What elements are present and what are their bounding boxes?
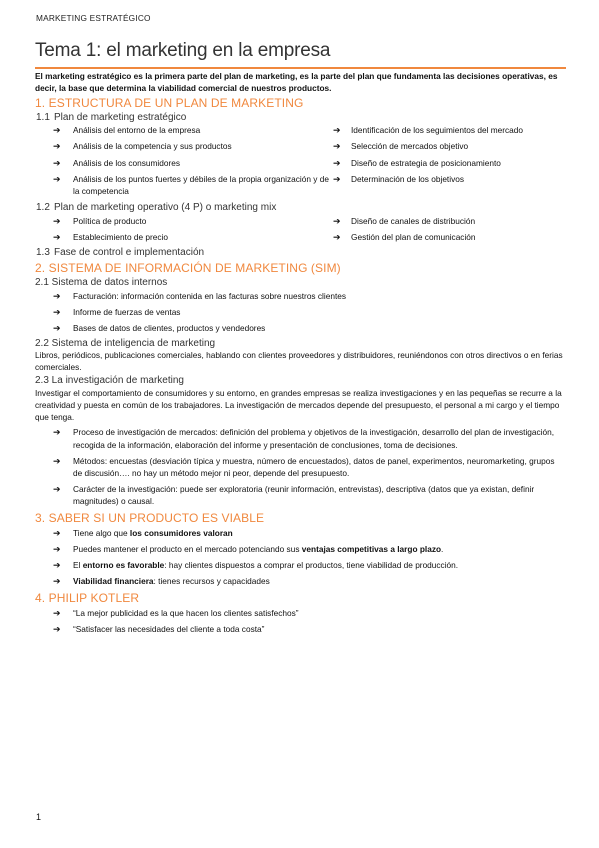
arrow-right-icon: ➔ [53,427,61,438]
arrow-right-icon: ➔ [333,232,341,243]
strategic-plan-right-list [333,124,566,184]
section-heading-viability: 3. SABER SI UN PRODUCTO ES VIABLE [35,511,265,526]
arrow-right-icon: ➔ [53,484,61,495]
viability-list [35,526,566,590]
running-header: MARKETING ESTRATÉGICO [36,13,151,23]
subsection-heading-strategic-plan [35,111,566,125]
page-number: 1 [36,812,42,822]
list-item: ➔ Gestión del plan de comunicación [333,230,566,246]
list-item: ➔ Informe de fuerzas de ventas [35,305,566,321]
list-item: ➔ Carácter de la investigación: puede ser exploratoria (reunir información, entrevistas), descriptiva (datos que ya existan, definir magnitudes) o causal. [53,484,535,507]
title-underline [35,67,566,69]
strategic-plan-columns [35,124,566,201]
section-heading-structure: 1. ESTRUCTURA DE UN PLAN DE MARKETING [35,95,304,110]
list-item: ➔ Identificación de los seguimientos del mercado [333,125,524,136]
list-item: ➔ Análisis de la competencia y sus productos [53,141,232,152]
list-item: ➔ Diseño de estrategia de posicionamiento [333,157,501,168]
subsection-title: Plan de marketing operativo (4 P) o marketing mix [54,201,277,213]
document-body [35,71,566,638]
strategic-plan-left-column [35,124,333,201]
list-item: ➔ “La mejor publicidad es la que hacen los clientes satisfechos” [35,606,566,622]
research-list [35,426,566,507]
section-heading-sim: 2. SISTEMA DE INFORMACIÓN DE MARKETING (SIM) [35,260,341,275]
strategic-plan-left-list [35,124,333,197]
arrow-right-icon: ➔ [53,291,61,302]
arrow-right-icon: ➔ [53,528,61,539]
arrow-right-icon: ➔ [53,173,61,184]
operative-plan-columns [35,214,566,246]
arrow-right-icon: ➔ [53,560,61,571]
section-heading-kotler: 4. PHILIP KOTLER [35,590,140,605]
subsection-number: 1.1 [36,111,50,123]
arrow-right-icon: ➔ [53,455,61,466]
list-item: ➔ Facturación: información contenida en las facturas sobre nuestros clientes [35,289,566,305]
arrow-right-icon: ➔ [53,623,61,634]
subsection-title: Fase de control e implementación [54,247,205,259]
kotler-quotes-list [35,606,566,638]
list-item: ➔ Métodos: encuestas (desviación típica y muestra, número de encuestados), datos de panel, experimentos, neuromarketing, grupos de discusión…. no hay un método mejor ni peor, depende del presupuesto. [53,455,555,478]
document-title: Tema 1: el marketing en la empresa [35,40,331,61]
arrow-right-icon: ➔ [333,125,341,136]
intro-paragraph: El marketing estratégico es la primera parte del plan de marketing, es la parte del plan que fundamenta las decisiones operativas, es decir, la base que determina la viabilidad comercial de nuestros productos. [35,71,558,93]
list-item: ➔ Viabilidad financiera: tienes recursos y capacidades [35,574,566,590]
arrow-right-icon: ➔ [53,157,61,168]
arrow-right-icon: ➔ [53,576,61,587]
list-item: ➔ Tiene algo que los consumidores valoran [35,526,566,542]
strategic-plan-right-column [333,124,566,201]
subsection-heading-control-phase [35,246,566,260]
list-item: ➔ Determinación de los objetivos [333,173,464,184]
arrow-right-icon: ➔ [53,141,61,152]
list-item: ➔ Bases de datos de clientes, productos y vendedores [35,321,566,337]
arrow-right-icon: ➔ [333,141,341,152]
subsection-number: 1.3 [36,247,50,259]
list-item: ➔ Puedes mantener el producto en el mercado potenciando sus ventajas competitivas a largo plazo. [35,542,566,558]
list-item: ➔ Establecimiento de precio [35,230,333,246]
list-item: ➔ Análisis de los consumidores [53,157,180,168]
operative-plan-right-list [333,214,566,246]
operative-plan-left-column [35,214,333,246]
subsection-heading-research: 2.3 La investigación de marketing [35,375,184,387]
arrow-right-icon: ➔ [53,216,61,227]
list-item: ➔ Política de producto [35,214,333,230]
arrow-right-icon: ➔ [333,173,341,184]
arrow-right-icon: ➔ [53,607,61,618]
arrow-right-icon: ➔ [53,232,61,243]
arrow-right-icon: ➔ [333,216,341,227]
list-item: ➔ “Satisfacer las necesidades del cliente a toda costa” [35,622,566,638]
arrow-right-icon: ➔ [333,157,341,168]
arrow-right-icon: ➔ [53,125,61,136]
arrow-right-icon: ➔ [53,544,61,555]
subsection-number: 1.2 [36,201,50,213]
subsection-heading-intelligence: 2.2 Sistema de inteligencia de marketing [35,337,216,349]
subsection-heading-internal-data: 2.1 Sistema de datos internos [35,276,168,288]
list-item: ➔ Proceso de investigación de mercados: definición del problema y objetivos de la investigación, desarrollo del plan de investigación, recogida de la información, elaboración del informe y presentación de conclusiones, toma de decisiones. [53,427,555,450]
subsection-heading-operative-plan [35,201,566,215]
research-paragraph: Investigar el comportamiento de consumidores y su entorno, en grandes empresas se realiza investigaciones y en las pequeñas se recurre a la creatividad y puesta en común de los trabajadores. La investigación de mercados depende del presupuesto, el personal a mi cargo y el tiempo que tenga. [35,387,562,422]
operative-plan-left-list [35,214,333,246]
internal-data-list [35,289,566,337]
arrow-right-icon: ➔ [53,307,61,318]
list-item: ➔ El entorno es favorable: hay clientes dispuestos a comprar el productos, tiene viabilidad de producción. [35,558,566,574]
operative-plan-right-column [333,214,566,246]
list-item: ➔ Diseño de canales de distribución [333,214,566,230]
list-item: ➔ Selección de mercados objetivo [333,141,469,152]
list-item: ➔ Análisis del entorno de la empresa [53,125,201,136]
intelligence-paragraph: Libros, periódicos, publicaciones comerciales, hablando con clientes proveedores y distribuidores, reuniéndonos con otros directivos o en ferias comerciales. [35,350,563,373]
arrow-right-icon: ➔ [53,323,61,334]
list-item: ➔ Análisis de los puntos fuertes y débiles de la propia organización y de la competencia [53,173,329,196]
subsection-title: Plan de marketing estratégico [54,111,187,123]
